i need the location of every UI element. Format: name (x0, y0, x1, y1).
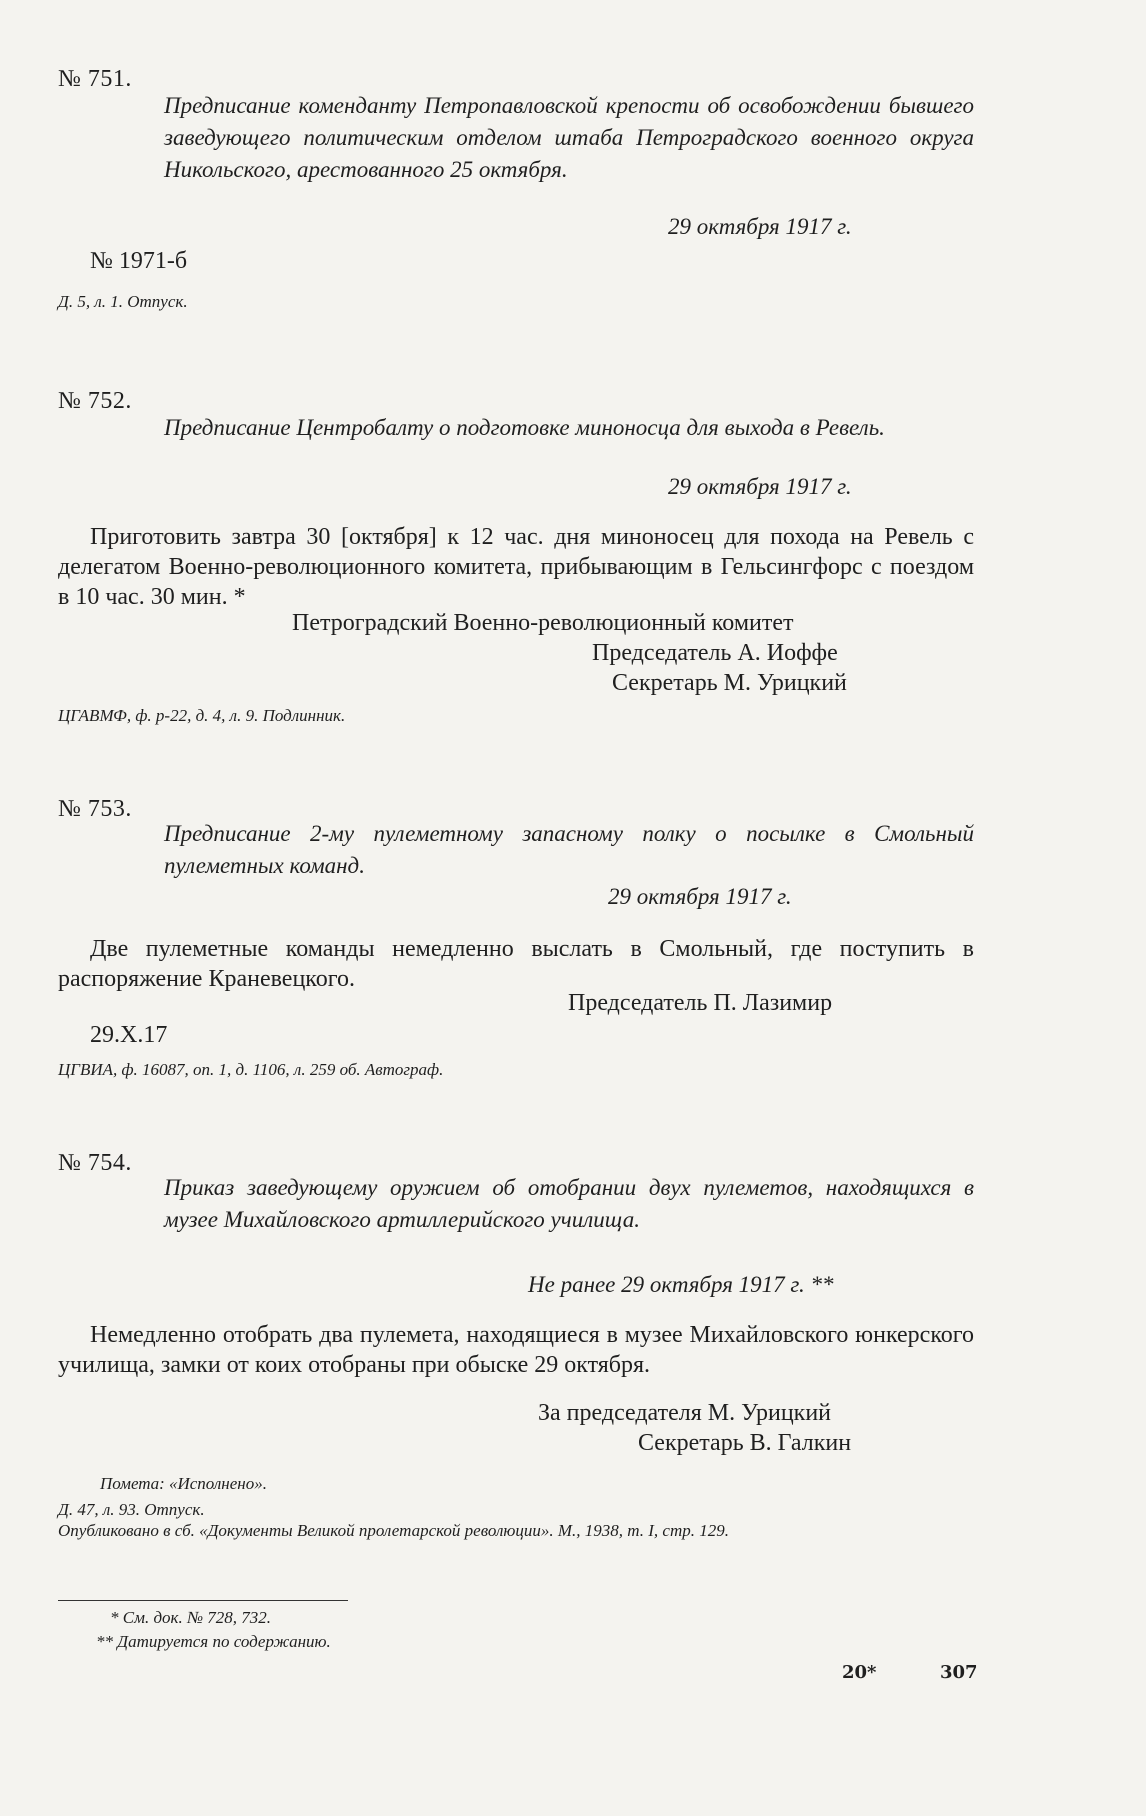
doc-752-title: Предписание Центробалту о подготовке миноносца для выхода в Ревель. (164, 415, 885, 440)
doc-752-signature-secretary: Секретарь М. Урицкий (612, 670, 847, 696)
doc-753-signature-chair: Председатель П. Лазимир (568, 990, 833, 1016)
doc-751-date: 29 октября 1917 г. (668, 214, 852, 239)
doc-752-date: 29 октября 1917 г. (668, 474, 852, 499)
doc-753-date: 29 октября 1917 г. (608, 884, 792, 909)
doc-751-ref-number: № 1971-б (90, 248, 188, 274)
doc-751-number: № 751. (58, 66, 132, 92)
doc-751-source: Д. 5, л. 1. Отпуск. (58, 292, 188, 311)
doc-754-signature-secretary: Секретарь В. Галкин (638, 1430, 852, 1456)
doc-754-signature-chair: За председателя М. Урицкий (538, 1400, 832, 1426)
doc-754-title: Приказ заведующему оружием об отобрании двух пулеметов, находящихся в музее Михайловского артиллерийского училища. (164, 1175, 974, 1232)
footnote-1: * См. док. № 728, 732. (110, 1608, 272, 1627)
doc-753-body: Две пулеметные команды немедленно выслать в Смольный, где поступить в распоряжение Краневецкого. (58, 936, 974, 992)
signature-mark: 20* (842, 1662, 877, 1683)
doc-753-number: № 753. (58, 796, 132, 822)
doc-754-number: № 754. (58, 1150, 132, 1176)
doc-753-title: Предписание 2-му пулеметному запасному полку о посылке в Смольный пулеметных команд. (164, 821, 974, 878)
footnote-divider (58, 1600, 348, 1601)
doc-754-body: Немедленно отобрать два пулемета, находящиеся в музее Михайловского юнкерского училища, замки от коих отобраны при обыске 29 октября. (58, 1322, 974, 1378)
doc-752-body: Приготовить завтра 30 [октября] к 12 час. дня миноносец для похода на Ревель с делегатом Военно-революционного комитета, прибывающим в Гельсингфорс с поездом в 10 час. 30 мин. * (58, 524, 974, 610)
doc-754-date: Не ранее 29 октября 1917 г. ** (528, 1272, 834, 1297)
doc-752-signature-chair: Председатель А. Иоффе (592, 640, 838, 666)
footnote-2: ** Датируется по содержанию. (96, 1632, 331, 1651)
doc-752-source: ЦГАВМФ, ф. р-22, д. 4, л. 9. Подлинник. (58, 706, 346, 725)
doc-754-mark: Пометa: «Исполнено». (100, 1474, 267, 1493)
doc-751-title: Предписание коменданту Петропавловской крепости об освобождении бывшего заведующего политическим отделом штаба Петроградского военного округа Никольского, арестованного 25 октября. (164, 93, 974, 182)
doc-752-signature-org: Петроградский Военно-революционный комитет (292, 610, 794, 636)
page-number: 307 (940, 1662, 978, 1683)
doc-753-source: ЦГВИА, ф. 16087, оп. 1, д. 1106, л. 259 об. Автограф. (58, 1060, 444, 1079)
doc-753-extra-date: 29.X.17 (90, 1022, 168, 1048)
doc-752-number: № 752. (58, 388, 132, 414)
doc-754-published: Опубликовано в сб. «Документы Великой пролетарской революции». М., 1938, т. I, стр. 129. (58, 1521, 729, 1540)
doc-754-source: Д. 47, л. 93. Отпуск. (58, 1500, 205, 1519)
